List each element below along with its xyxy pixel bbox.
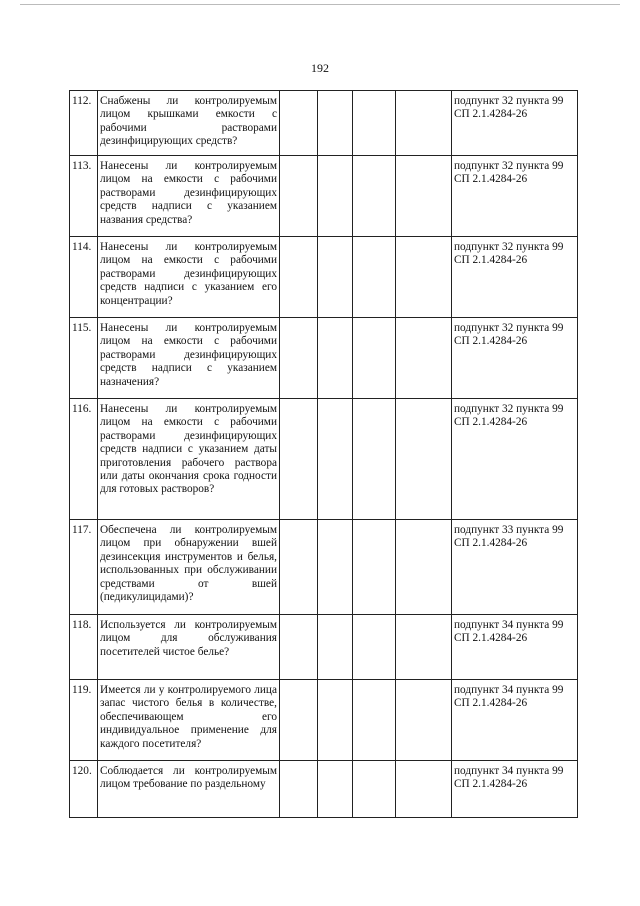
requirement-question: Нанесены ли контролируемым лицом на емкости с рабочими растворами дезинфицирующих средств надписи с указанием его концентрации? <box>98 237 280 318</box>
requirement-question: Нанесены ли контролируемым лицом на емкости с рабочими растворами дезинфицирующих средств надписи с указанием названия средства? <box>98 156 280 237</box>
requirement-question: Имеется ли у контролируемого лица запас чистого белья в количестве, обеспечивающем его индивидуальное применение для каждого посетителя? <box>98 680 280 761</box>
answer-cell-na <box>353 761 396 818</box>
answer-cell-na <box>353 156 396 237</box>
answer-cell-na <box>353 615 396 680</box>
requirement-question: Соблюдается ли контролируемым лицом требование по раздельному <box>98 761 280 818</box>
answer-cell-no <box>318 680 353 761</box>
answer-cell-no <box>318 318 353 399</box>
table-row <box>70 399 578 520</box>
answer-cell-no <box>318 615 353 680</box>
note-cell <box>396 680 452 761</box>
answer-cell-no <box>318 520 353 615</box>
note-cell <box>396 761 452 818</box>
scan-top-edge <box>20 4 620 5</box>
legal-reference: подпункт 34 пункта 99 СП 2.1.4284-26 <box>452 615 578 680</box>
answer-cell-no <box>318 761 353 818</box>
legal-reference: подпункт 32 пункта 99 СП 2.1.4284-26 <box>452 399 578 520</box>
row-number: 115. <box>70 318 98 399</box>
note-cell <box>396 399 452 520</box>
table-row <box>70 520 578 615</box>
legal-reference: подпункт 34 пункта 99 СП 2.1.4284-26 <box>452 680 578 761</box>
answer-cell-na <box>353 91 396 156</box>
answer-cell-yes <box>280 399 318 520</box>
row-number: 112. <box>70 91 98 156</box>
table-row <box>70 680 578 761</box>
answer-cell-no <box>318 237 353 318</box>
requirement-question: Нанесены ли контролируемым лицом на емкости с рабочими растворами дезинфицирующих средств надписи с указанием назначения? <box>98 318 280 399</box>
row-number: 119. <box>70 680 98 761</box>
answer-cell-yes <box>280 237 318 318</box>
answer-cell-no <box>318 156 353 237</box>
table-row <box>70 615 578 680</box>
answer-cell-yes <box>280 680 318 761</box>
requirement-question: Нанесены ли контролируемым лицом на емкости с рабочими растворами дезинфицирующих средств надписи с указанием даты приготовления рабочего раствора или даты окончания срока годности для готовых растворов? <box>98 399 280 520</box>
requirement-question: Используется ли контролируемым лицом для обслуживания посетителей чистое белье? <box>98 615 280 680</box>
answer-cell-na <box>353 520 396 615</box>
note-cell <box>396 318 452 399</box>
requirement-question: Снабжены ли контролируемым лицом крышками емкости с рабочими растворами дезинфицирующих средств? <box>98 91 280 156</box>
note-cell <box>396 615 452 680</box>
answer-cell-na <box>353 237 396 318</box>
row-number: 116. <box>70 399 98 520</box>
note-cell <box>396 237 452 318</box>
row-number: 114. <box>70 237 98 318</box>
answer-cell-no <box>318 91 353 156</box>
row-number: 120. <box>70 761 98 818</box>
legal-reference: подпункт 32 пункта 99 СП 2.1.4284-26 <box>452 318 578 399</box>
answer-cell-yes <box>280 91 318 156</box>
answer-cell-yes <box>280 615 318 680</box>
note-cell <box>396 156 452 237</box>
page-number: 192 <box>311 61 329 75</box>
note-cell <box>396 91 452 156</box>
note-cell <box>396 520 452 615</box>
table-row <box>70 91 578 156</box>
answer-cell-na <box>353 318 396 399</box>
table-row <box>70 761 578 818</box>
answer-cell-yes <box>280 520 318 615</box>
row-number: 113. <box>70 156 98 237</box>
legal-reference: подпункт 32 пункта 99 СП 2.1.4284-26 <box>452 156 578 237</box>
requirement-question: Обеспечена ли контролируемым лицом при обнаружении вшей дезинсекция инструментов и белья, использованных при обслуживании средствами от вшей (педикулицидами)? <box>98 520 280 615</box>
legal-reference: подпункт 32 пункта 99 СП 2.1.4284-26 <box>452 237 578 318</box>
answer-cell-no <box>318 399 353 520</box>
table-row <box>70 318 578 399</box>
checklist-table <box>69 90 578 818</box>
legal-reference: подпункт 34 пункта 99 СП 2.1.4284-26 <box>452 761 578 818</box>
row-number: 118. <box>70 615 98 680</box>
table-row <box>70 156 578 237</box>
answer-cell-yes <box>280 318 318 399</box>
answer-cell-na <box>353 399 396 520</box>
answer-cell-yes <box>280 156 318 237</box>
legal-reference: подпункт 32 пункта 99 СП 2.1.4284-26 <box>452 91 578 156</box>
row-number: 117. <box>70 520 98 615</box>
answer-cell-na <box>353 680 396 761</box>
legal-reference: подпункт 33 пункта 99 СП 2.1.4284-26 <box>452 520 578 615</box>
table-row <box>70 237 578 318</box>
answer-cell-yes <box>280 761 318 818</box>
